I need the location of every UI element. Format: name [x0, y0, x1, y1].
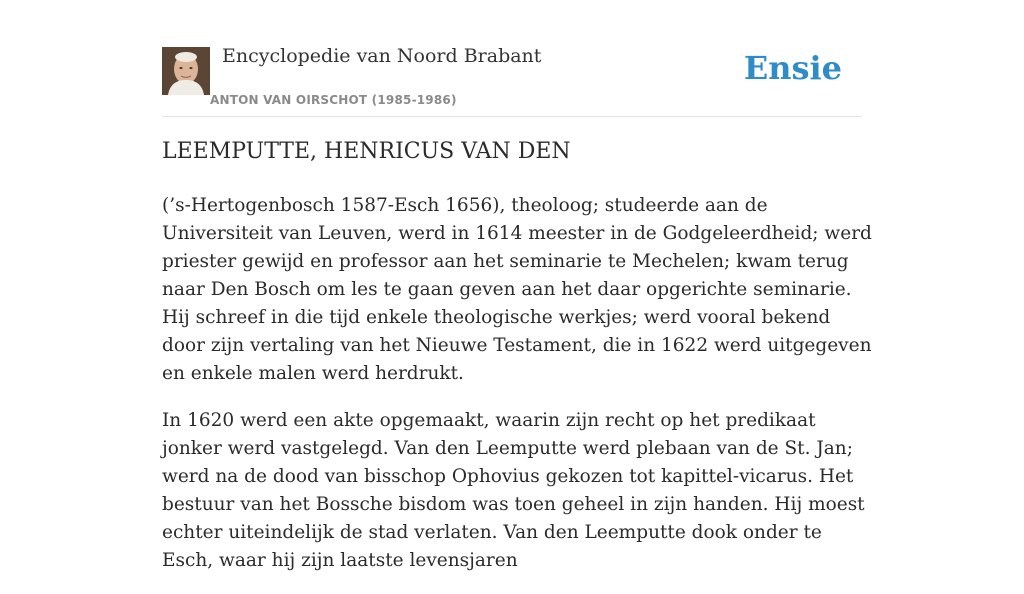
header [162, 0, 862, 117]
source-title[interactable]: Encyclopedie van Noord Brabant [222, 45, 542, 67]
article-paragraph: In 1620 werd een akte opgemaakt, waarin zijn recht op het predikaat jonker werd vastgelegd. Van den Leemputte werd plebaan van de St. Jan; werd na de dood van bisschop Ophovius gekozen tot kapittel-vicarus. Het bestuur van het Bossche bisdom was toen geheel in zijn handen. Hij moest echter uiteindelijk de stad verlaten. Van den Leemputte dook onder te Esch, waar hij zijn laatste levensjaren [162, 410, 865, 571]
avatar-portrait-icon [162, 47, 210, 95]
article-paragraph: (’s-Hertogenbosch 1587-Esch 1656), theoloog; studeerde aan de Universiteit van Leuven, werd in 1614 meester in de Godgeleerdheid; werd priester gewijd en professor aan het seminarie te Mechelen; kwam terug naar Den Bosch om les te gaan geven aan het daar opgerichte seminarie. Hij schreef in die tijd enkele theologische werkjes; werd vooral bekend door zijn vertaling van het Nieuwe Testament, die in 1622 werd uitgegeven en enkele malen werd herdrukt. [162, 195, 872, 384]
brand-logo[interactable]: Ensie [743, 49, 842, 87]
article-body [162, 192, 872, 594]
author-name[interactable]: ANTON VAN OIRSCHOT (1985-1986) [210, 93, 457, 107]
author-avatar[interactable] [162, 47, 210, 95]
article-title: LEEMPUTTE, HENRICUS VAN DEN [162, 139, 571, 164]
